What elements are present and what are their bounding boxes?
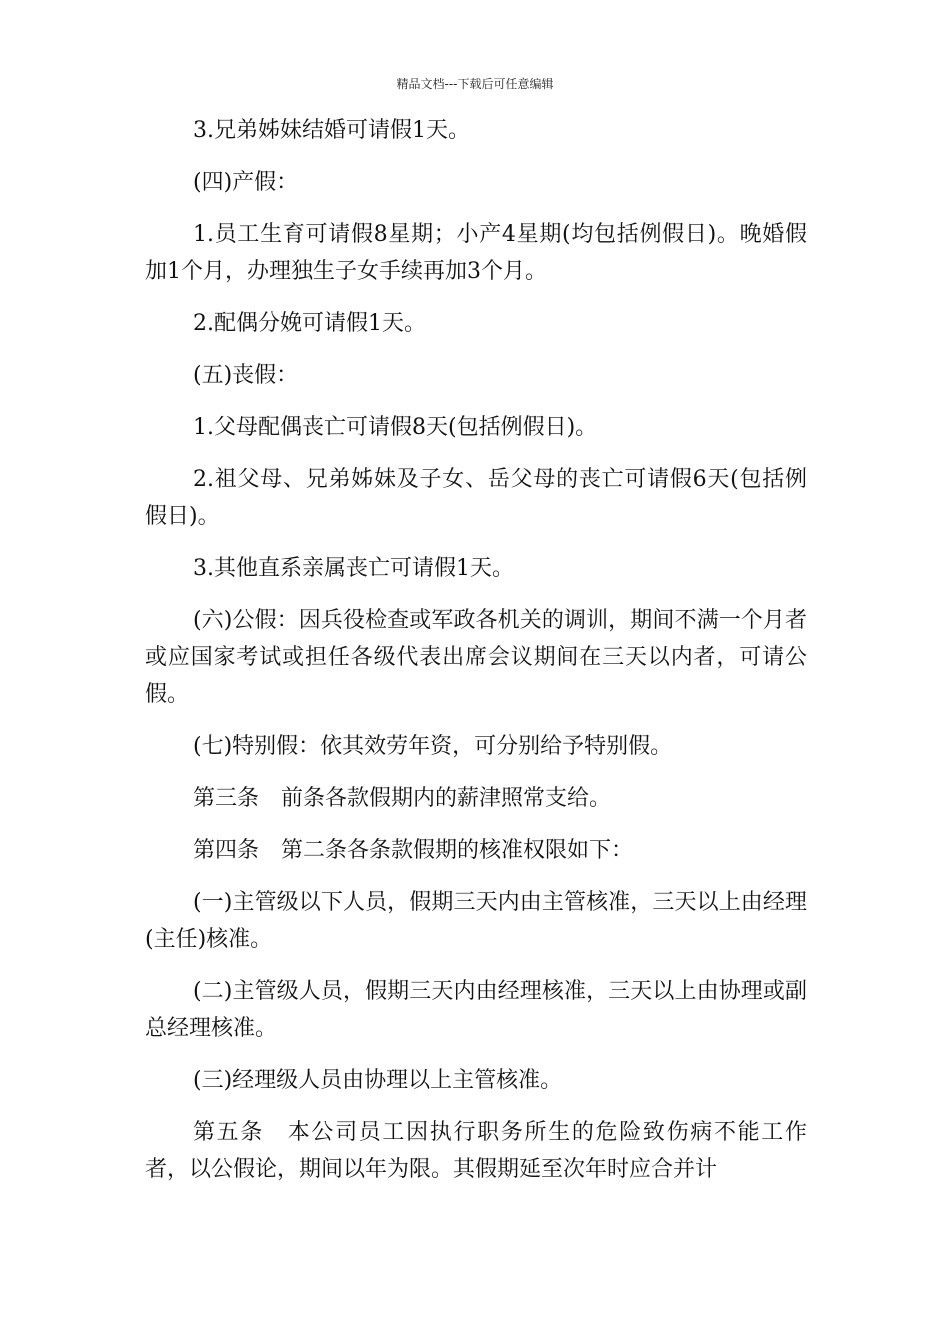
article-four: 第四条 第二条各条款假期的核准权限如下： (193, 838, 634, 863)
paragraph-special-leave: (七)特别假：依其效劳年资，可分别给予特别假。 (193, 734, 673, 759)
paragraph-bereavement-leave-3: 3.其他直系亲属丧亡可请假1天。 (193, 556, 514, 581)
paragraph-sibling-marriage-leave: 3.兄弟姊妹结婚可请假1天。 (193, 118, 470, 143)
paragraph-bereavement-leave-1: 1.父母配偶丧亡可请假8天(包括例假日)。 (193, 415, 598, 440)
article-five: 第五条 本公司员工因执行职务所生的危险致伤病不能工作者，以公假论，期间以年为限。其假期延至次年时应合并计 (145, 1120, 807, 1182)
article-four-item-3: (三)经理级人员由协理以上主管核准。 (193, 1068, 563, 1093)
paragraph-maternity-leave-1: 1.员工生育可请假8星期；小产4星期(均包括例假日)。晚婚假加1个月，办理独生子女手续再加3个月。 (145, 222, 807, 284)
paragraph-maternity-leave-2: 2.配偶分娩可请假1天。 (193, 311, 426, 336)
heading-maternity-leave: (四)产假： (193, 170, 299, 195)
article-three: 第三条 前条各款假期内的薪津照常支给。 (193, 786, 612, 811)
document-body (145, 112, 807, 1203)
heading-bereavement-leave: (五)丧假： (193, 363, 299, 388)
page-header: 精品文档---下载后可任意编辑 (396, 77, 554, 91)
paragraph-official-leave: (六)公假：因兵役检查或军政各机关的调训，期间不满一个月者或应国家考试或担任各级代表出席会议期间在三天以内者，可请公假。 (145, 608, 807, 707)
article-four-item-1: (一)主管级以下人员，假期三天内由主管核准，三天以上由经理(主任)核准。 (145, 890, 807, 952)
article-four-item-2: (二)主管级人员，假期三天内由经理核准，三天以上由协理或副总经理核准。 (145, 979, 807, 1041)
paragraph-bereavement-leave-2: 2.祖父母、兄弟姊妹及子女、岳父母的丧亡可请假6天(包括例假日)。 (145, 467, 807, 529)
